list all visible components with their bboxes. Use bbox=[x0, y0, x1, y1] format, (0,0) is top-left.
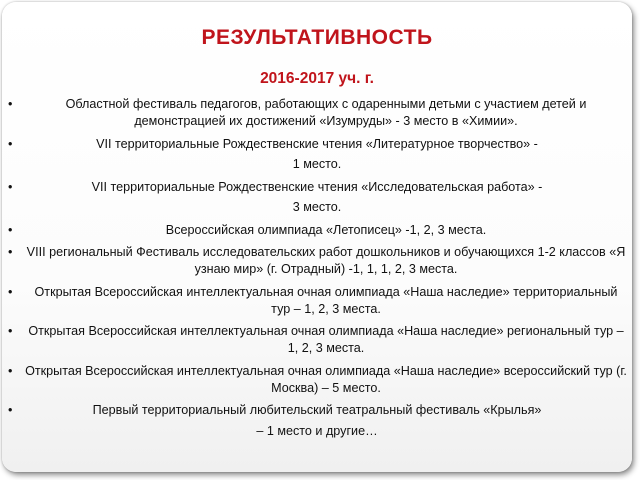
list-item-text: VIII региональный Фестиваль исследовательских работ дошкольников и обучающихся 1-2 классов «Я узнаю мир» (г. Отрадный) -1, 1, 1, 2, 3 места. bbox=[26, 245, 626, 276]
list-item-continuation-text: 1 место. bbox=[292, 157, 342, 171]
list-item bbox=[6, 323, 628, 357]
list-item-text: VII территориальные Рождественские чтения «Литературное творчество» - bbox=[96, 136, 538, 151]
slide bbox=[2, 2, 632, 472]
list-item-text: Всероссийская олимпиада «Летописец» -1, 2, 3 места. bbox=[165, 222, 487, 237]
list-item-text: Открытая Всероссийская интеллектуальная очная олимпиада «Наша наследие» региональный тур – 1, 2, 3 места. bbox=[28, 324, 624, 355]
list-item bbox=[6, 96, 628, 130]
list-item-continuation bbox=[6, 156, 628, 173]
list-item bbox=[6, 363, 628, 397]
list-item bbox=[6, 244, 628, 278]
list-item bbox=[6, 284, 628, 318]
slide-subtitle: 2016-2017 уч. г. bbox=[260, 70, 374, 87]
list-item-text: Первый территориальный любительский театральный фестиваль «Крылья» bbox=[92, 403, 542, 417]
list-item-text: Областной фестиваль педагогов, работающих с одаренными детьми с участием детей и демонстрацией их достижений «Изумруды» - 3 место в «Химии». bbox=[65, 97, 587, 128]
list-item bbox=[6, 179, 628, 196]
slide-title: РЕЗУЛЬТАТИВНОСТЬ bbox=[201, 26, 433, 49]
list-item bbox=[6, 402, 628, 419]
list-item bbox=[6, 222, 628, 239]
list-item-continuation bbox=[6, 199, 628, 216]
list-item-continuation bbox=[6, 423, 628, 440]
list-item-text: Открытая Всероссийская интеллектуальная очная олимпиада «Наша наследие» всероссийский тур (г. Москва) – 5 место. bbox=[25, 363, 627, 395]
list-item bbox=[6, 136, 628, 153]
list-item-text: Открытая Всероссийская интеллектуальная очная олимпиада «Наша наследие» территориальный тур – 1, 2, 3 места. bbox=[34, 284, 618, 316]
list-item-continuation-text: – 1 место и другие… bbox=[256, 423, 378, 438]
list-item-text: VII территориальные Рождественские чтения «Исследовательская работа» - bbox=[91, 179, 543, 194]
achievements-list bbox=[6, 96, 628, 445]
list-item-continuation-text: 3 место. bbox=[292, 200, 342, 214]
